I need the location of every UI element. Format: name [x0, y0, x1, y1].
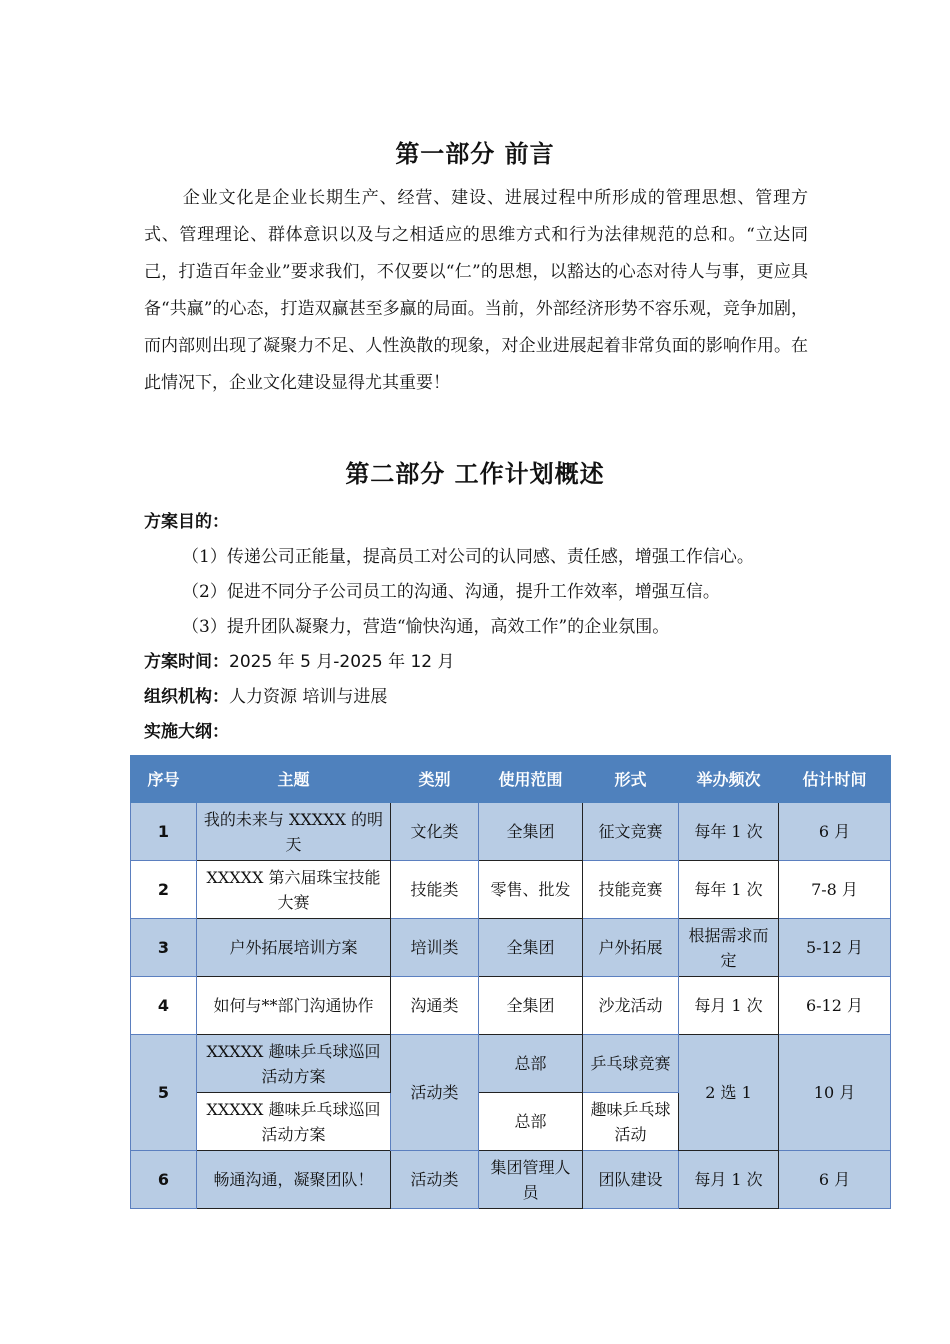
purpose-label: 方案目的： — [144, 512, 229, 532]
cell-no: 2 — [131, 861, 197, 919]
goal-1: （1）传递公司正能量，提高员工对公司的认同感、责任感，增强工作信心。 — [182, 547, 754, 567]
time-value: 2025 年 5 月-2025 年 12 月 — [229, 652, 455, 672]
header-estimated-time: 估计时间 — [779, 756, 891, 803]
cell-no: 6 — [131, 1151, 197, 1209]
table-row — [131, 1151, 891, 1209]
org-line — [144, 685, 387, 709]
time-line — [144, 650, 455, 674]
section1-title: 第一部分 前言 — [395, 140, 555, 168]
cell-form: 沙龙活动 — [583, 977, 679, 1035]
outline-table — [130, 755, 891, 1209]
cell-time: 7-8 月 — [779, 861, 891, 919]
cell-form: 乒乓球竞赛 — [583, 1035, 679, 1093]
cell-type: 活动类 — [391, 1151, 479, 1209]
cell-form: 征文竞赛 — [583, 803, 679, 861]
outline-line — [144, 720, 229, 744]
cell-frequency: 每年 1 次 — [679, 861, 779, 919]
cell-no: 3 — [131, 919, 197, 977]
cell-time: 10 月 — [779, 1035, 891, 1151]
org-label: 组织机构： — [144, 687, 229, 707]
header-topic: 主题 — [197, 756, 391, 803]
table-row — [131, 977, 891, 1035]
cell-time: 6 月 — [779, 1151, 891, 1209]
cell-type: 培训类 — [391, 919, 479, 977]
section2-title: 第二部分 工作计划概述 — [345, 460, 605, 488]
cell-scope: 全集团 — [479, 919, 583, 977]
purpose-line — [144, 510, 229, 534]
cell-scope: 零售、批发 — [479, 861, 583, 919]
cell-scope: 全集团 — [479, 977, 583, 1035]
time-label: 方案时间： — [144, 652, 229, 672]
cell-type: 活动类 — [391, 1035, 479, 1151]
cell-topic: XXXXX 第六届珠宝技能大赛 — [197, 861, 391, 919]
header-type: 类别 — [391, 756, 479, 803]
cell-scope: 总部 — [479, 1093, 583, 1151]
cell-topic: 我的未来与 XXXXX 的明天 — [197, 803, 391, 861]
table-header-row — [131, 756, 891, 803]
cell-no: 5 — [131, 1035, 197, 1151]
cell-topic: 户外拓展培训方案 — [197, 919, 391, 977]
header-no: 序号 — [131, 756, 197, 803]
header-frequency: 举办频次 — [679, 756, 779, 803]
goal-2: （2）促进不同分子公司员工的沟通、沟通，提升工作效率，增强互信。 — [182, 582, 720, 602]
cell-scope: 全集团 — [479, 803, 583, 861]
cell-frequency: 每月 1 次 — [679, 977, 779, 1035]
header-scope: 使用范围 — [479, 756, 583, 803]
cell-topic: 如何与**部门沟通协作 — [197, 977, 391, 1035]
cell-time: 6 月 — [779, 803, 891, 861]
outline-label: 实施大纲： — [144, 722, 229, 742]
cell-topic: XXXXX 趣味乒乓球巡回活动方案 — [197, 1093, 391, 1151]
cell-type: 技能类 — [391, 861, 479, 919]
preface-paragraph — [144, 180, 808, 402]
cell-form: 户外拓展 — [583, 919, 679, 977]
cell-frequency: 每月 1 次 — [679, 1151, 779, 1209]
cell-time: 5-12 月 — [779, 919, 891, 977]
cell-topic: XXXXX 趣味乒乓球巡回活动方案 — [197, 1035, 391, 1093]
cell-type: 文化类 — [391, 803, 479, 861]
org-value: 人力资源 培训与进展 — [229, 687, 388, 707]
cell-no: 4 — [131, 977, 197, 1035]
table-row — [131, 861, 891, 919]
cell-no: 1 — [131, 803, 197, 861]
preface-text: 企业文化是企业长期生产、经营、建设、进展过程中所形成的管理思想、管理方式、管理理论、群体意识以及与之相适应的思维方式和行为法律规范的总和。“立达同己，打造百年金业”要求我们，不仅要以“仁”的思想，以豁达的心态对待人与事，更应具备“共赢”的心态，打造双赢甚至多赢的局面。当前，外部经济形势不容乐观，竞争加剧，而内部则出现了凝聚力不足、人性涣散的现象，对企业进展起着非常负面的影响作用。在此情况下，企业文化建设显得尤其重要！ — [144, 188, 808, 393]
table-row — [131, 803, 891, 861]
cell-form: 团队建设 — [583, 1151, 679, 1209]
cell-topic: 畅通沟通，凝聚团队！ — [197, 1151, 391, 1209]
cell-scope: 总部 — [479, 1035, 583, 1093]
cell-frequency: 根据需求而定 — [679, 919, 779, 977]
table-row — [131, 919, 891, 977]
cell-type: 沟通类 — [391, 977, 479, 1035]
cell-time: 6-12 月 — [779, 977, 891, 1035]
cell-frequency: 2 选 1 — [679, 1035, 779, 1151]
table-row — [131, 1035, 891, 1093]
goal-3: （3）提升团队凝聚力，营造“愉快沟通，高效工作”的企业氛围。 — [182, 617, 670, 637]
cell-form: 趣味乒乓球活动 — [583, 1093, 679, 1151]
cell-scope: 集团管理人员 — [479, 1151, 583, 1209]
header-form: 形式 — [583, 756, 679, 803]
cell-frequency: 每年 1 次 — [679, 803, 779, 861]
cell-form: 技能竞赛 — [583, 861, 679, 919]
